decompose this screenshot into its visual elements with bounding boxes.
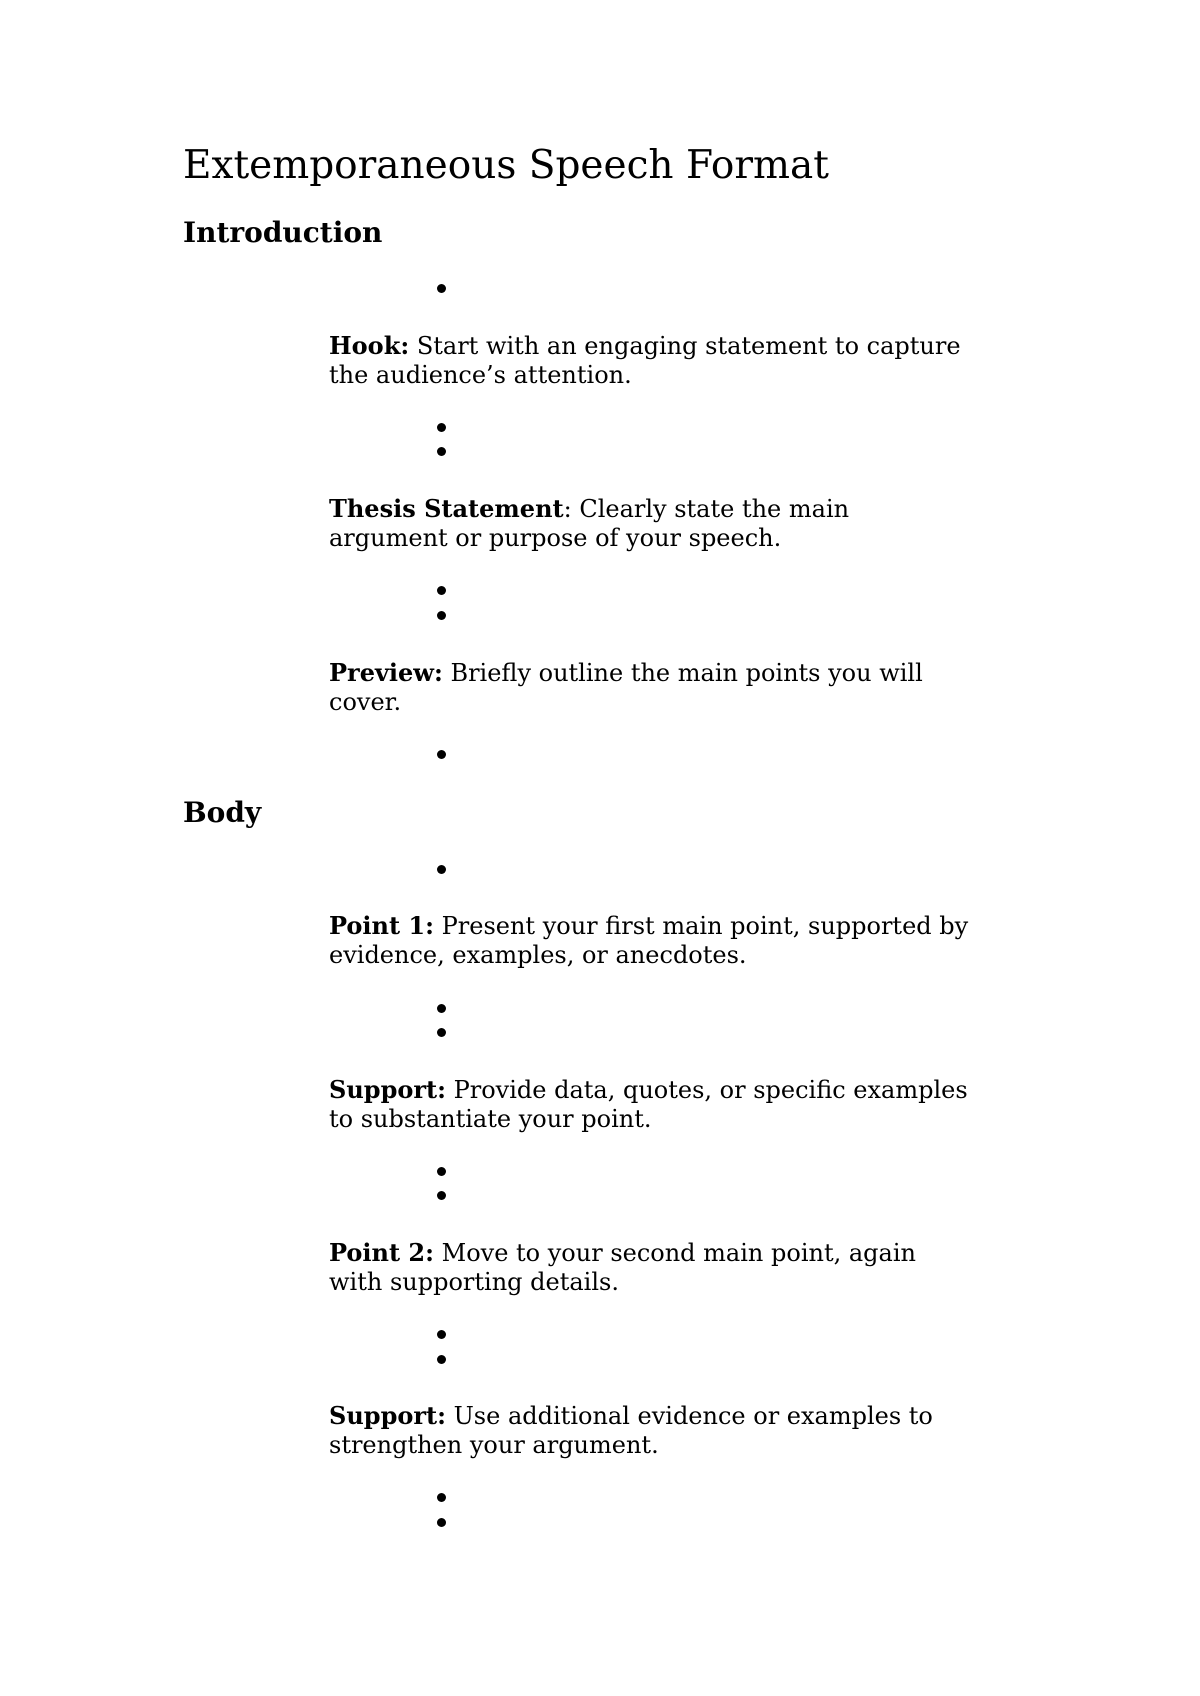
item-text: Provide data, quotes, or specific examples to substantiate your point. xyxy=(329,1076,968,1133)
bullet-icon xyxy=(437,284,446,293)
list-item-thesis-statement xyxy=(329,494,969,553)
list-item-point-2 xyxy=(329,1238,969,1297)
item-text: Briefly outline the main points you will cover. xyxy=(329,659,923,716)
item-label: Support: xyxy=(329,1075,446,1104)
bullet-icon xyxy=(437,1028,446,1037)
bullet-icon xyxy=(437,1330,446,1339)
list-item-support-1 xyxy=(329,1075,969,1134)
bullet-icon xyxy=(437,1518,446,1527)
document-title: Extemporaneous Speech Format xyxy=(183,143,829,188)
bullet-icon xyxy=(437,447,446,456)
list-item-support-2 xyxy=(329,1401,969,1460)
list-item-preview xyxy=(329,658,969,717)
list-item-hook xyxy=(329,331,969,390)
item-text: Start with an engaging statement to capture the audience’s attention. xyxy=(329,332,961,389)
section-heading-introduction: Introduction xyxy=(183,216,383,249)
bullet-icon xyxy=(437,611,446,620)
bullet-icon xyxy=(437,1004,446,1013)
item-text: Move to your second main point, again with supporting details. xyxy=(329,1239,916,1296)
item-text: : Clearly state the main argument or purpose of your speech. xyxy=(329,495,850,552)
item-label: Point 2: xyxy=(329,1238,434,1267)
item-label: Support: xyxy=(329,1401,446,1430)
item-label: Thesis Statement xyxy=(329,494,564,523)
bullet-icon xyxy=(437,586,446,595)
item-text: Present your first main point, supported by evidence, examples, or anecdotes. xyxy=(329,912,969,969)
bullet-icon xyxy=(437,865,446,874)
item-label: Hook: xyxy=(329,331,410,360)
bullet-icon xyxy=(437,1167,446,1176)
list-item-point-1 xyxy=(329,911,969,970)
item-text: Use additional evidence or examples to strengthen your argument. xyxy=(329,1402,933,1459)
bullet-icon xyxy=(437,423,446,432)
bullet-icon xyxy=(437,1355,446,1364)
bullet-icon xyxy=(437,1191,446,1200)
item-label: Preview: xyxy=(329,658,443,687)
section-heading-body: Body xyxy=(183,796,262,829)
item-label: Point 1: xyxy=(329,911,434,940)
bullet-icon xyxy=(437,1493,446,1502)
bullet-icon xyxy=(437,750,446,759)
